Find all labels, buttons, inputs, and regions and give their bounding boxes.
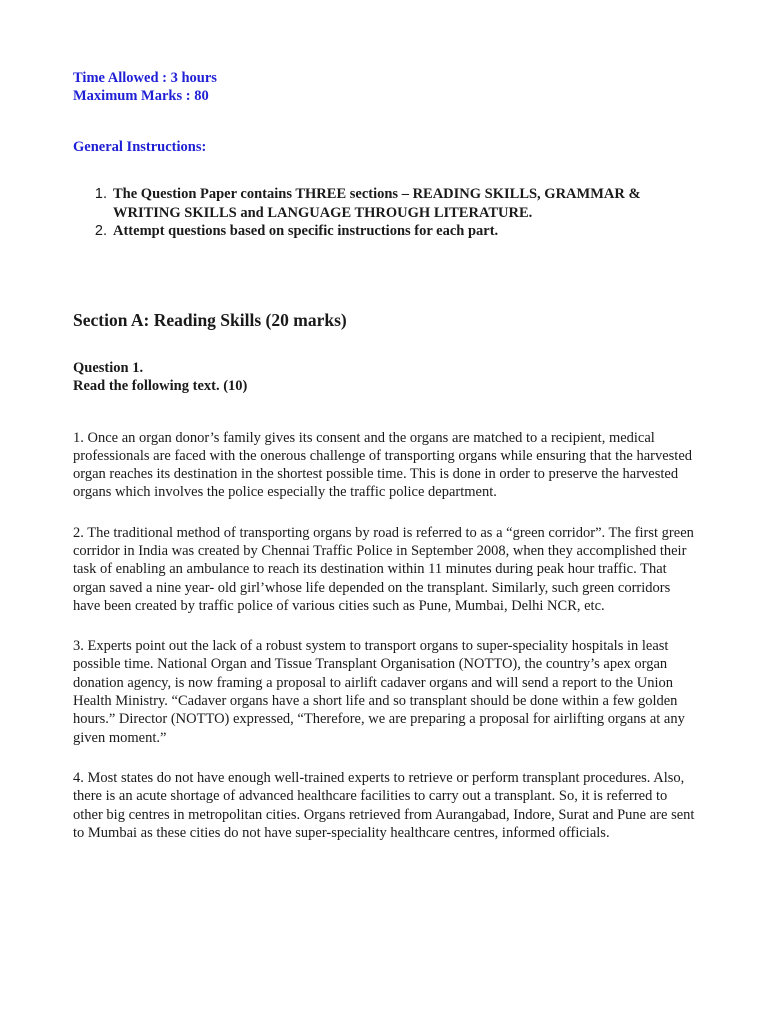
paragraph: 1. Once an organ donor’s family gives its consent and the organs are matched to a recipient, medical professionals are faced with the onerous challenge of transporting organs while ensuring that the harvested organ reaches its destination in the shortest possible time. This is done in order to preserve the harvested organs which involves the police especially the traffic police department. — [73, 429, 693, 501]
question-title: Question 1. — [73, 359, 144, 376]
instruction-item: 1. The Question Paper contains THREE sections – READING SKILLS, GRAMMAR & WRITING SKILLS and LANGUAGE THROUGH LITERATURE. — [111, 185, 698, 222]
instruction-item: 2. Attempt questions based on specific instructions for each part. — [111, 222, 698, 241]
instructions-list — [73, 185, 698, 241]
section-title: Section A: Reading Skills (20 marks) — [73, 309, 347, 330]
document-page — [73, 69, 698, 842]
paragraph: 2. The traditional method of transporting organs by road is referred to as a “green corridor”. The first green corridor in India was created by Chennai Traffic Police in September 2008, when they accomplished their task of enabling an ambulance to reach its destination within 11 minutes during peak hour traffic. That organ saved a nine year- old girl’whose life depended on the transplant. Similarly, such green corridors have been created by traffic police of various cities such as Pune, Mumbai, Delhi NCR, etc. — [73, 524, 694, 614]
paragraph: 3. Experts point out the lack of a robust system to transport organs to super-speciality hospitals in least possible time. National Organ and Tissue Transplant Organisation (NOTTO), the country’s apex organ donation agency, is now framing a proposal to airlift cadaver organs and will send a report to the Union Health Ministry. “Cadaver organs have a short life and so transplant should be done within a few golden hours.” Director (NOTTO) expressed, “Therefore, we are preparing a proposal for airlifting organs at any given moment.” — [73, 638, 685, 746]
maximum-marks: Maximum Marks : 80 — [73, 88, 209, 104]
paragraph: 4. Most states do not have enough well-trained experts to retrieve or perform transplant procedures. Also, there is an acute shortage of advanced healthcare facilities to carry out a transplant. So, it is referred to other big centres in metropolitan cities. Organs retrieved from Aurangabad, Indore, Surat and Pune are sent to Mumbai as these cities do not have super-speciality healthcare centres, informed officials. — [73, 769, 695, 841]
time-allowed: Time Allowed : 3 hours — [73, 70, 217, 86]
question-instruction: Read the following text. (10) — [73, 378, 248, 394]
general-instructions-heading: General Instructions: — [73, 139, 207, 155]
